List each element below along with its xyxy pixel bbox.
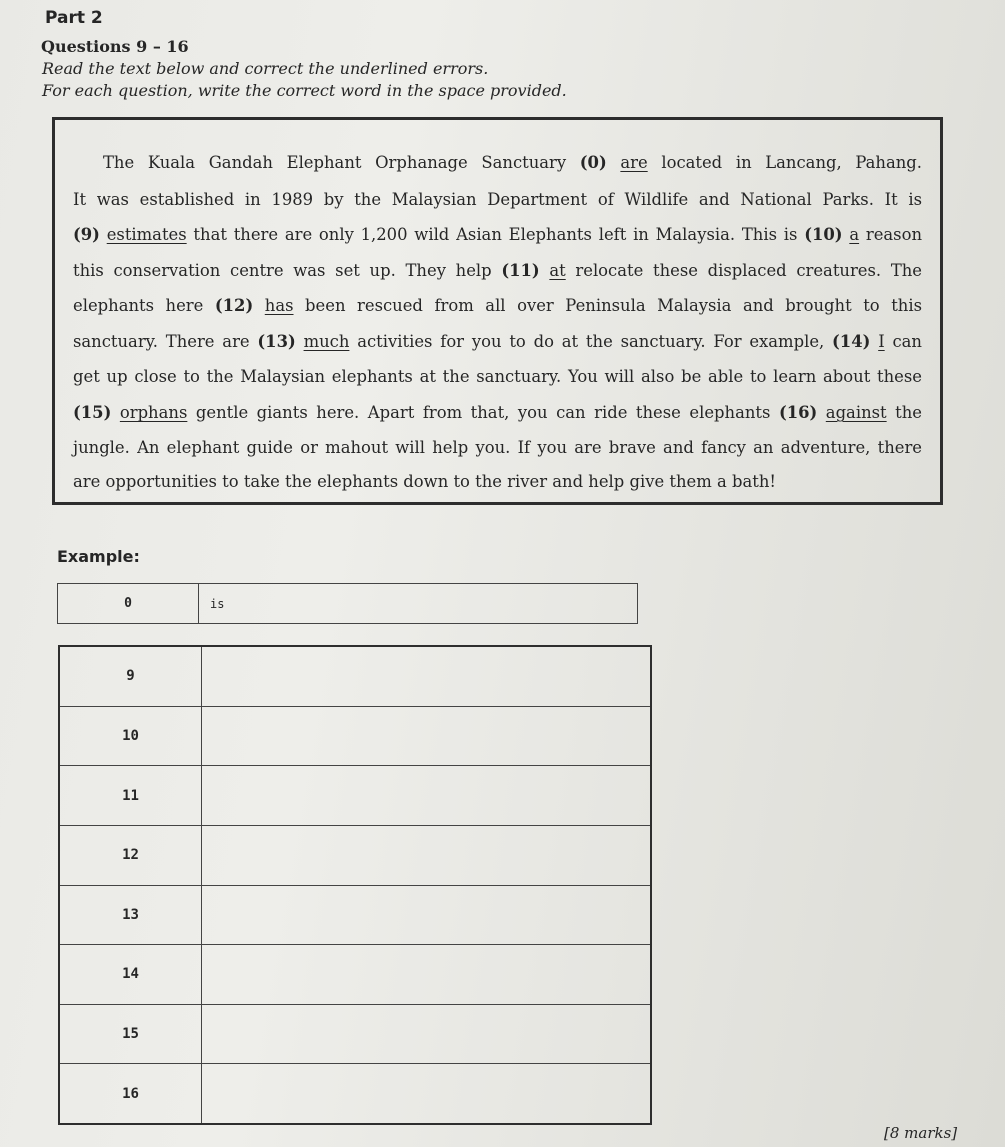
answer-space[interactable] bbox=[202, 647, 650, 706]
part-title: Part 2 bbox=[45, 8, 103, 28]
answer-space[interactable] bbox=[202, 1005, 650, 1064]
passage-text bbox=[296, 332, 304, 351]
instruction-line-2: For each question, write the correct word in the space provided. bbox=[42, 81, 567, 100]
example-label: Example: bbox=[57, 547, 140, 566]
question-marker: (12) bbox=[214, 296, 254, 315]
passage-text: been rescued from all over Peninsula Malaysia and brought to this bbox=[293, 296, 923, 315]
answer-row bbox=[60, 766, 650, 826]
question-number: 12 bbox=[60, 826, 202, 885]
passage-text: get up close to the Malaysian elephants at the sanctuary. You will also be able to learn about these bbox=[73, 367, 922, 386]
passage-text bbox=[540, 261, 550, 280]
passage-text: It was established in 1989 by the Malaysian Department of Wildlife and National Parks. It is bbox=[73, 190, 922, 209]
question-marker: (16) bbox=[778, 403, 818, 422]
passage-text: sanctuary. There are bbox=[73, 332, 258, 351]
passage-line bbox=[73, 403, 922, 423]
passage-text: the bbox=[886, 403, 923, 422]
passage-text bbox=[253, 296, 265, 315]
example-answer: is bbox=[210, 596, 225, 611]
passage-line bbox=[73, 367, 922, 387]
passage-text bbox=[100, 225, 107, 244]
question-marker: (13) bbox=[257, 332, 296, 351]
marks-label bbox=[884, 1124, 957, 1142]
underlined-error: estimates bbox=[106, 225, 187, 244]
passage-text: jungle. An elephant guide or mahout will help you. If you are brave and fancy an adventure, there bbox=[73, 438, 922, 457]
question-number: 10 bbox=[60, 707, 202, 766]
question-marker: (9) bbox=[73, 225, 100, 244]
example-number: 0 bbox=[58, 584, 199, 623]
passage-text: gentle giants here. Apart from that, you can ride these elephants bbox=[187, 403, 779, 422]
passage-text: located in Lancang, Pahang. bbox=[647, 153, 922, 172]
answer-row bbox=[60, 1064, 650, 1123]
example-table bbox=[57, 583, 638, 624]
passage-line bbox=[73, 225, 922, 245]
passage-line bbox=[103, 153, 922, 173]
answer-row bbox=[60, 707, 650, 767]
answer-space[interactable] bbox=[202, 1064, 650, 1123]
passage-line bbox=[73, 190, 922, 210]
passage-box bbox=[52, 117, 943, 505]
underlined-error: a bbox=[849, 225, 860, 244]
passage-text: are opportunities to take the elephants down to the river and help give them a bath! bbox=[73, 472, 776, 491]
question-marker: (0) bbox=[579, 153, 607, 172]
question-number: 14 bbox=[60, 945, 202, 1004]
marks-text: [8 marks] bbox=[884, 1124, 958, 1142]
answer-space[interactable] bbox=[202, 826, 650, 885]
answer-row bbox=[60, 945, 650, 1005]
question-marker: (10) bbox=[804, 225, 843, 244]
underlined-error: are bbox=[620, 153, 648, 172]
underlined-error: much bbox=[303, 332, 350, 351]
question-number: 16 bbox=[60, 1064, 202, 1123]
passage-text: The Kuala Gandah Elephant Orphanage Sanctuary bbox=[103, 153, 580, 172]
underlined-error: orphans bbox=[119, 403, 188, 422]
question-marker: (14) bbox=[832, 332, 871, 351]
passage-text: this conservation centre was set up. They help bbox=[73, 261, 502, 280]
question-number: 11 bbox=[60, 766, 202, 825]
answer-row bbox=[60, 647, 650, 707]
answer-table bbox=[58, 645, 652, 1125]
questions-heading: Questions 9 – 16 bbox=[41, 37, 189, 56]
passage-text: that there are only 1,200 wild Asian Elephants left in Malaysia. This is bbox=[186, 225, 805, 244]
question-number: 9 bbox=[60, 647, 202, 706]
passage-text: can bbox=[884, 332, 922, 351]
underlined-error: at bbox=[549, 261, 566, 280]
question-marker: (11) bbox=[501, 261, 540, 280]
answer-row bbox=[60, 886, 650, 946]
answer-space[interactable] bbox=[202, 945, 650, 1004]
answer-space[interactable] bbox=[202, 766, 650, 825]
question-marker: (15) bbox=[73, 403, 112, 422]
passage-text bbox=[607, 153, 621, 172]
passage-text: elephants here bbox=[73, 296, 215, 315]
passage-text: relocate these displaced creatures. The bbox=[565, 261, 923, 280]
underlined-error: against bbox=[825, 403, 887, 422]
passage-text: activities for you to do at the sanctuary. For example, bbox=[349, 332, 833, 351]
question-number: 15 bbox=[60, 1005, 202, 1064]
passage-line bbox=[73, 332, 922, 352]
underlined-error: has bbox=[264, 296, 294, 315]
passage-line bbox=[73, 261, 922, 281]
passage-line bbox=[73, 472, 922, 492]
question-number: 13 bbox=[60, 886, 202, 945]
answer-row bbox=[60, 826, 650, 886]
passage-line bbox=[73, 296, 922, 316]
answer-row bbox=[60, 1005, 650, 1065]
passage-text: reason bbox=[859, 225, 923, 244]
answer-space[interactable] bbox=[202, 886, 650, 945]
passage-line bbox=[73, 438, 922, 458]
underlined-error: I bbox=[878, 332, 885, 351]
answer-space[interactable] bbox=[202, 707, 650, 766]
passage-text bbox=[111, 403, 120, 422]
instruction-line-1: Read the text below and correct the underlined errors. bbox=[42, 59, 489, 78]
passage-text bbox=[817, 403, 826, 422]
